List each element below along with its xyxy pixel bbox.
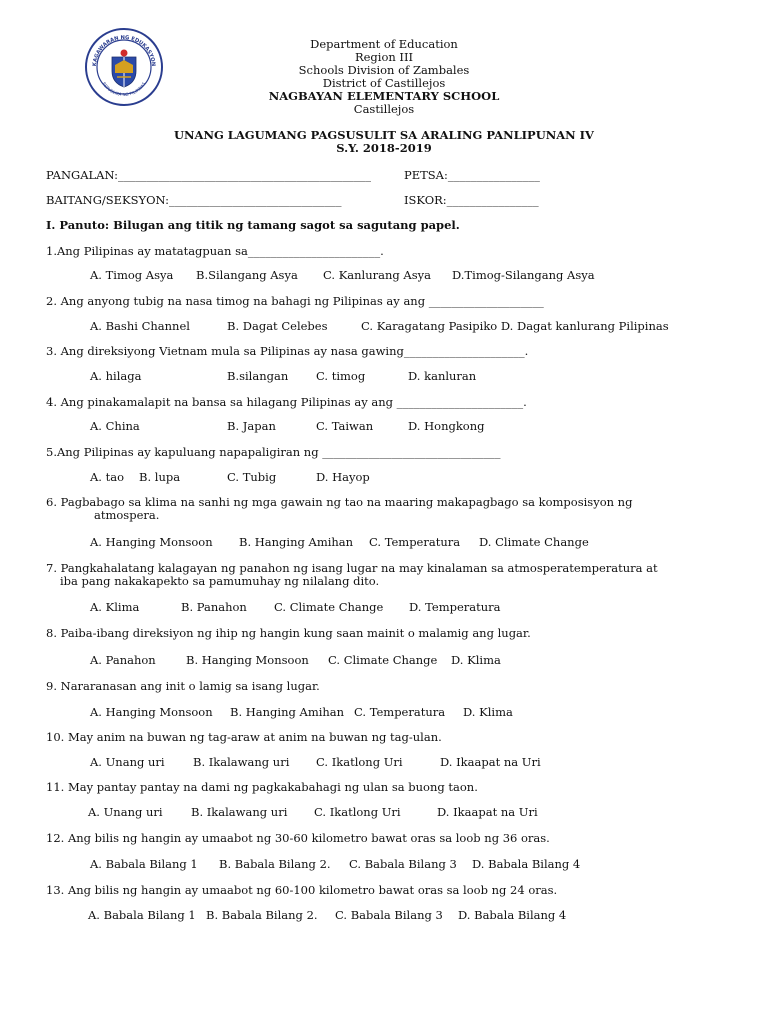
q4-option-c[interactable]: C. Taiwan: [316, 419, 374, 433]
q3-option-b[interactable]: B.silangan: [227, 369, 289, 383]
q6-option-d[interactable]: D. Climate Change: [479, 535, 589, 549]
question-12: 12. Ang bilis ng hangin ay umaabot ng 30-60 kilometro bawat oras sa loob ng 36 oras.: [46, 831, 550, 845]
question-5: 5.Ang Pilipinas ay kapuluang napapaligiran ng _______________________________: [46, 445, 501, 459]
q10-option-d[interactable]: D. Ikaapat na Uri: [440, 755, 541, 769]
q1-option-c[interactable]: C. Kanlurang Asya: [323, 268, 431, 282]
header-division: Schools Division of Zambales: [298, 63, 470, 77]
question-2: 2. Ang anyong tubig na nasa timog na bahagi ng Pilipinas ay ang ____________________: [46, 294, 544, 308]
q9-option-b[interactable]: B. Hanging Amihan: [230, 705, 345, 719]
question-4: 4. Ang pinakamalapit na bansa sa hilagang Pilipinas ay ang ______________________.: [46, 395, 527, 409]
q9-option-c[interactable]: C. Temperatura: [354, 705, 446, 719]
logo-text-bottom: REPUBLIKA NG PILIPINAS: [101, 81, 147, 98]
q4-option-a[interactable]: A. China: [90, 419, 140, 433]
q11-option-a[interactable]: A. Unang uri: [88, 805, 163, 819]
q9-option-d[interactable]: D. Klima: [463, 705, 513, 719]
q3-option-c[interactable]: C. timog: [316, 369, 366, 383]
q9-option-a[interactable]: A. Hanging Monsoon: [90, 705, 213, 719]
q7-option-d[interactable]: D. Temperatura: [409, 600, 501, 614]
q6-option-a[interactable]: A. Hanging Monsoon: [90, 535, 213, 549]
q8-option-a[interactable]: A. Panahon: [90, 653, 156, 667]
q5-option-c[interactable]: C. Tubig: [227, 470, 277, 484]
question-1: 1.Ang Pilipinas ay matatagpuan sa_______________________.: [46, 244, 384, 258]
question-7: 7. Pangkahalatang kalagayan ng panahon ng isang lugar na may kinalaman sa atmosperatemperatura at: [46, 561, 658, 575]
exam-title: UNANG LAGUMANG PAGSUSULIT SA ARALING PANLIPUNAN IV: [174, 128, 594, 142]
q12-option-a[interactable]: A. Babala Bilang 1: [90, 857, 198, 871]
q5-option-a[interactable]: A. tao: [90, 470, 125, 484]
q5-option-b[interactable]: B. lupa: [139, 470, 181, 484]
q12-option-c[interactable]: C. Babala Bilang 3: [349, 857, 457, 871]
q2-option-a[interactable]: A. Bashi Channel: [90, 319, 190, 333]
q13-option-c[interactable]: C. Babala Bilang 3: [335, 908, 443, 922]
q1-option-a[interactable]: A. Timog Asya: [90, 268, 174, 282]
question-8: 8. Paiba-ibang direksiyon ng ihip ng hangin kung saan mainit o malamig ang lugar.: [46, 626, 531, 640]
q13-option-b[interactable]: B. Babala Bilang 2.: [206, 908, 318, 922]
q10-option-c[interactable]: C. Ikatlong Uri: [316, 755, 403, 769]
q1-option-d[interactable]: D.Timog-Silangang Asya: [452, 268, 595, 282]
question-3: 3. Ang direksiyong Vietnam mula sa Pilipinas ay nasa gawing_____________________.: [46, 344, 529, 358]
question-13: 13. Ang bilis ng hangin ay umaabot ng 60-100 kilometro bawat oras sa loob ng 24 oras.: [46, 883, 558, 897]
q8-option-d[interactable]: D. Klima: [451, 653, 501, 667]
q6-option-b[interactable]: B. Hanging Amihan: [239, 535, 354, 549]
question-11: 11. May pantay pantay na dami ng pagkakabahagi ng ulan sa buong taon.: [46, 780, 478, 794]
q13-option-d[interactable]: D. Babala Bilang 4: [458, 908, 567, 922]
header-school: NAGBAYAN ELEMENTARY SCHOOL: [268, 89, 500, 103]
date-field[interactable]: PETSA:________________: [404, 168, 540, 182]
q13-option-a[interactable]: A. Babala Bilang 1: [88, 908, 196, 922]
q12-option-b[interactable]: B. Babala Bilang 2.: [219, 857, 331, 871]
q4-option-d[interactable]: D. Hongkong: [408, 419, 485, 433]
q2-option-c-d[interactable]: C. Karagatang Pasipiko D. Dagat kanlurang Pilipinas: [361, 319, 669, 333]
q8-option-c[interactable]: C. Climate Change: [328, 653, 438, 667]
question-6: 6. Pagbabago sa klima na sanhi ng mga gawain ng tao na maaring makapagbago sa komposisyon ng: [46, 495, 633, 509]
header-district: District of Castillejos: [322, 76, 446, 90]
q3-option-a[interactable]: A. hilaga: [90, 369, 142, 383]
q7-option-b[interactable]: B. Panahon: [181, 600, 247, 614]
question-7-continuation: iba pang nakakapekto sa pamumuhay ng nilalang dito.: [60, 574, 380, 588]
question-10: 10. May anim na buwan ng tag-araw at anim na buwan ng tag-ulan.: [46, 730, 442, 744]
q1-option-b[interactable]: B.Silangang Asya: [196, 268, 298, 282]
name-field[interactable]: PANGALAN:____________________________________________: [46, 168, 372, 182]
q7-option-c[interactable]: C. Climate Change: [274, 600, 384, 614]
header-town: Castillejos: [353, 102, 415, 116]
q7-option-a[interactable]: A. Klima: [90, 600, 140, 614]
instructions: I. Panuto: Bilugan ang titik ng tamang sagot sa sagutang papel.: [46, 218, 460, 232]
q10-option-b[interactable]: B. Ikalawang uri: [193, 755, 290, 769]
q11-option-c[interactable]: C. Ikatlong Uri: [314, 805, 401, 819]
q11-option-b[interactable]: B. Ikalawang uri: [191, 805, 288, 819]
header-department: Department of Education: [310, 37, 458, 51]
q11-option-d[interactable]: D. Ikaapat na Uri: [437, 805, 538, 819]
logo-text-top: KAGAWARAN NG EDUKASYON: [91, 34, 157, 67]
question-9: 9. Nararanasan ang init o lamig sa isang lugar.: [46, 679, 320, 693]
q8-option-b[interactable]: B. Hanging Monsoon: [186, 653, 309, 667]
q12-option-d[interactable]: D. Babala Bilang 4: [472, 857, 581, 871]
question-6-continuation: atmospera.: [94, 508, 160, 522]
q10-option-a[interactable]: A. Unang uri: [90, 755, 165, 769]
q5-option-d[interactable]: D. Hayop: [316, 470, 370, 484]
school-year: S.Y. 2018-2019: [336, 141, 432, 155]
q4-option-b[interactable]: B. Japan: [227, 419, 276, 433]
q6-option-c[interactable]: C. Temperatura: [369, 535, 461, 549]
grade-section-field[interactable]: BAITANG/SEKSYON:______________________________: [46, 193, 342, 207]
score-field[interactable]: ISKOR:________________: [404, 193, 539, 207]
header-region: Region III: [354, 50, 414, 64]
q3-option-d[interactable]: D. kanluran: [408, 369, 477, 383]
q2-option-b[interactable]: B. Dagat Celebes: [227, 319, 328, 333]
